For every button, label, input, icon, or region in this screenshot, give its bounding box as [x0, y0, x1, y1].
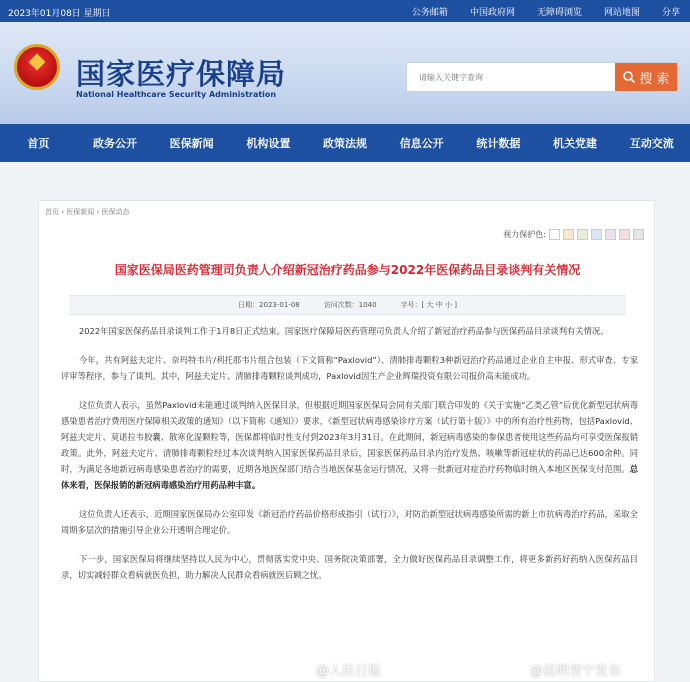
- font-size-switch[interactable]: 字号：[ 大 中 小 ]: [400, 301, 457, 309]
- swatch-0[interactable]: [549, 229, 560, 240]
- nav-policy[interactable]: 政策法规: [323, 137, 368, 150]
- nav-stats[interactable]: 统计数据: [476, 137, 521, 150]
- nav-info[interactable]: 信息公开: [399, 137, 444, 150]
- link-gov[interactable]: 中国政府网: [469, 8, 515, 18]
- article-body: [61, 323, 638, 596]
- search-button-label: 搜 索: [639, 71, 670, 87]
- search-input[interactable]: [407, 63, 613, 91]
- vision-protect-label: 视力保护色:: [503, 230, 546, 239]
- article-container: [38, 200, 655, 682]
- article-views: 访问次数：1040: [323, 301, 377, 309]
- paragraph-4: 这位负责人还表示，近期国家医保局办公室印发《新冠治疗药品价格形成指引（试行）》，对防治新型冠状病毒感染所需的新上市抗病毒治疗药品，采取全周期多层次的措施引导企业公开透明合理定价。: [61, 509, 638, 535]
- article-meta: [69, 295, 626, 315]
- vision-protect: [503, 229, 644, 240]
- watermark-jinning: @昆明晋宁发布: [530, 664, 622, 679]
- site-header: [0, 22, 690, 124]
- nav-org[interactable]: 机构设置: [246, 137, 291, 150]
- paragraph-3-bold: 总体来看，医保报销的新冠病毒感染治疗用药品种丰富。: [61, 464, 638, 490]
- paragraph-2: 今年，共有阿兹夫定片、奈玛特韦片/利托那韦片组合包装（下文简称“Paxlovid”）、清肺排毒颗粒3种新冠治疗药品通过企业自主申报、形式审查、专家评审等程序，参与了谈判。其中，阿兹夫定片、清肺排毒颗粒谈判成功，Paxlovid因生产企业辉瑞投资有限公司报价高未能成功。: [61, 355, 638, 381]
- link-sitemap[interactable]: 网站地图: [603, 8, 640, 18]
- nav-party[interactable]: 机关党建: [553, 137, 598, 150]
- site-title-en: National Healthcare Security Administration: [76, 90, 277, 99]
- nav-interact[interactable]: 互动交流: [629, 137, 674, 150]
- swatch-6[interactable]: [633, 229, 644, 240]
- paragraph-5: 下一步，国家医保局将继续坚持以人民为中心，贯彻落实党中央、国务院决策部署，全力做好医保药品目录调整工作，将更多新药好药纳入医保药品目录，切实减轻群众看病就医负担，助力解决人民群众看病就医后顾之忧。: [61, 554, 638, 580]
- swatch-1[interactable]: [563, 229, 574, 240]
- nav-news[interactable]: 医保新闻: [169, 137, 214, 150]
- swatch-2[interactable]: [577, 229, 588, 240]
- link-share[interactable]: 分享: [661, 8, 680, 18]
- link-accessibility[interactable]: 无障碍浏览: [536, 8, 582, 18]
- swatch-4[interactable]: [605, 229, 616, 240]
- top-links: [390, 5, 680, 18]
- search-box: [406, 62, 678, 92]
- swatch-3[interactable]: [591, 229, 602, 240]
- site-title[interactable]: 国家医疗保障局: [76, 57, 287, 91]
- breadcrumb[interactable]: 首页 › 医保新闻 › 医保动态: [45, 208, 130, 216]
- article-title: 国家医保局医药管理司负责人介绍新冠治疗药品参与2022年医保药品目录谈判有关情况: [114, 263, 581, 277]
- current-date: 2023年01月08日 星期日: [8, 9, 111, 19]
- main-nav: [0, 124, 690, 162]
- paragraph-1: 2022年国家医保药品目录谈判工作于1月8日正式结束。国家医疗保障局医药管理司负责人介绍了新冠治疗药品参与医保药品目录谈判有关情况。: [79, 326, 609, 336]
- swatch-5[interactable]: [619, 229, 630, 240]
- search-button[interactable]: [615, 63, 677, 91]
- paragraph-3: [61, 397, 638, 493]
- nav-gov-affairs[interactable]: 政务公开: [93, 137, 137, 150]
- article-date: 日期：2023-01-08: [238, 301, 300, 309]
- nav-home[interactable]: 首页: [27, 137, 50, 150]
- watermark-people-daily: @人民日报: [316, 664, 382, 679]
- national-emblem-icon: [14, 44, 60, 90]
- top-bar: [0, 0, 690, 22]
- paragraph-3-text: 这位负责人表示，虽然Paxlovid未能通过谈判纳入医保目录，但根据近期国家医保局会同有关部门联合印发的《关于实施“乙类乙管”后优化新型冠状病毒感染患者治疗费用医疗保障相关政策的通知》（以下简称《通知》）要求，《新型冠状病毒感染诊疗方案（试行第十版）》中的所有治疗性药物，包括Paxlovid、阿兹夫定片、莫诺拉韦胶囊、散寒化湿颗粒等，医保都将临时性支付到2023年3月31日。在此期间，新冠病毒感染的参保患者使用这些药品均可享受医保报销政策。此外，阿兹夫定片、清肺排毒颗粒经过本次谈判纳入国家医保药品目录后，国家医保药品目录内治疗发热、咳嗽等新冠症状的药品已达600余种。同时，为满足各地新冠病毒感染患者治疗的需要，近期各地医保部门结合当地医保基金运行情况，又将一批新冠对症治疗药物临时纳入本地区医保支付范围。: [61, 400, 638, 474]
- link-mail[interactable]: 公务邮箱: [411, 8, 448, 18]
- search-icon: [622, 70, 636, 84]
